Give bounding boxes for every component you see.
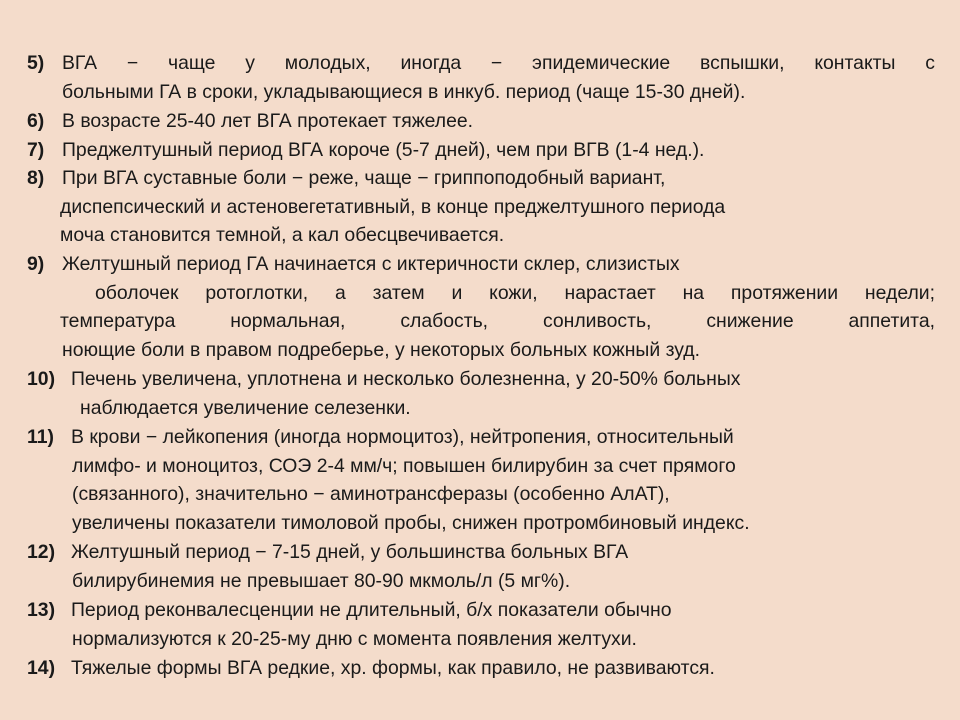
- item-line: ВГА − чаще у молодых, иногда − эпидемические вспышки, контакты с: [62, 52, 935, 74]
- item-line: Желтушный период − 7-15 дней, у большинства больных ВГА: [71, 541, 629, 563]
- item-number: 9): [27, 253, 45, 275]
- item-line: лимфо- и моноцитоз, СОЭ 2-4 мм/ч; повышен билирубин за счет прямого: [72, 454, 736, 477]
- item-line: При ВГА суставные боли − реже, чаще − гриппоподобный вариант,: [62, 167, 666, 189]
- item-line: наблюдается увеличение селезенки.: [80, 396, 411, 419]
- item-line: ноющие боли в правом подреберье, у некоторых больных кожный зуд.: [62, 338, 700, 361]
- item-line: В крови − лейкопения (иногда нормоцитоз), нейтропения, относительный: [71, 426, 734, 448]
- item-line: Тяжелые формы ВГА редкие, хр. формы, как правило, не развиваются.: [71, 657, 715, 679]
- item-line: В возрасте 25-40 лет ВГА протекает тяжелее.: [62, 110, 474, 132]
- item-line: больными ГА в сроки, укладывающиеся в инкуб. период (чаще 15-30 дней).: [62, 80, 746, 103]
- item-line: Преджелтушный период ВГА короче (5-7 дней), чем при ВГВ (1-4 нед.).: [62, 139, 705, 161]
- item-line: Период реконвалесценции не длительный, б/х показатели обычно: [71, 599, 672, 621]
- item-line: температура нормальная, слабость, сонливость, снижение аппетита,: [60, 310, 935, 333]
- item-line: диспепсический и астеновегетативный, в конце преджелтушного периода: [60, 195, 726, 218]
- item-number: 13): [27, 599, 56, 621]
- item-number: 12): [27, 541, 56, 563]
- item-line: увеличены показатели тимоловой пробы, снижен протромбиновый индекс.: [72, 511, 750, 534]
- item-line: нормализуются к 20-25-му дню с момента появления желтухи.: [72, 627, 637, 650]
- item-number: 7): [27, 139, 45, 161]
- item-line: (связанного), значительно − аминотрансферазы (особенно АлАТ),: [72, 483, 670, 506]
- item-line: Желтушный период ГА начинается с иктеричности склер, слизистых: [62, 253, 680, 275]
- item-number: 14): [27, 657, 56, 679]
- item-line: Печень увеличена, уплотнена и несколько болезненна, у 20-50% больных: [71, 368, 741, 390]
- item-line: оболочек ротоглотки, а затем и кожи, нарастает на протяжении недели;: [95, 281, 935, 304]
- item-number: 11): [27, 426, 54, 448]
- item-number: 6): [27, 110, 45, 132]
- item-number: 8): [27, 167, 45, 189]
- item-number: 5): [27, 52, 45, 74]
- item-line: билирубинемия не превышает 80-90 мкмоль/л (5 мг%).: [72, 569, 571, 592]
- item-number: 10): [27, 368, 56, 390]
- item-line: моча становится темной, а кал обесцвечивается.: [60, 224, 505, 247]
